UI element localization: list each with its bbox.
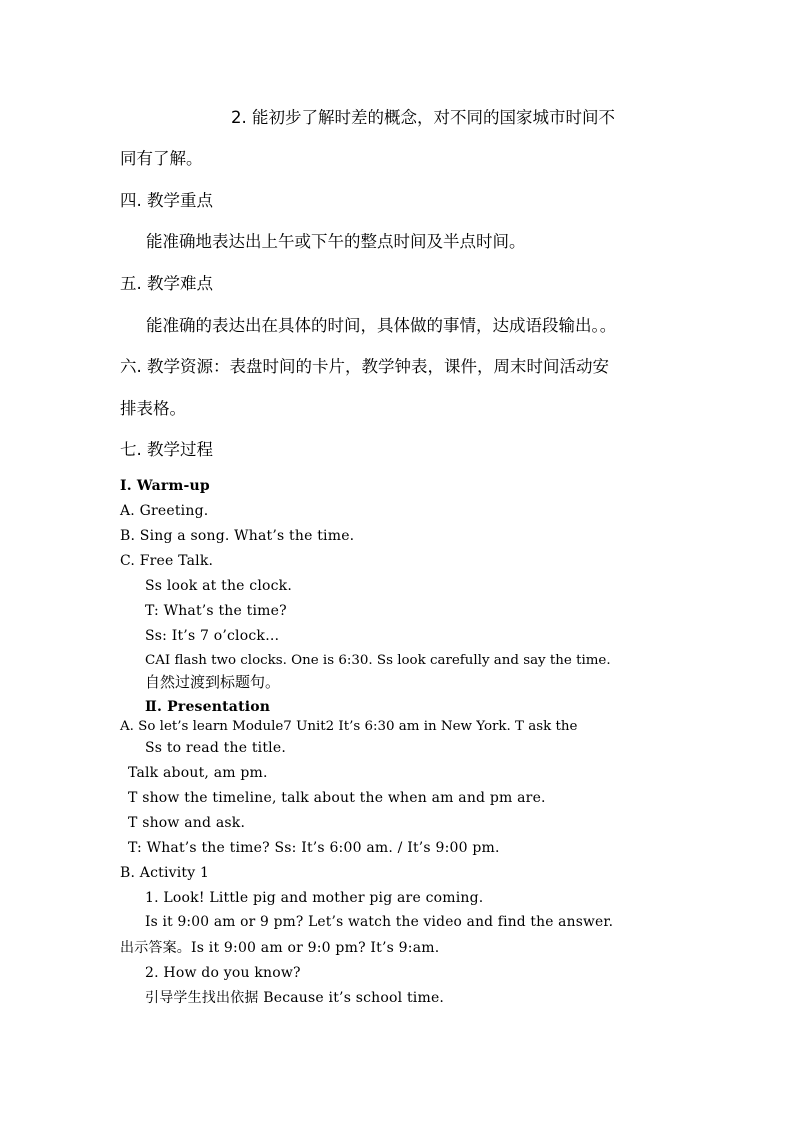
objective-2-line-1: 2. 能初步了解时差的概念，对不同的国家城市时间不 bbox=[231, 108, 615, 127]
step-1-item-c: C. Free Talk. bbox=[120, 553, 214, 569]
step-1-item-a: A. Greeting. bbox=[120, 503, 209, 519]
step-1-item-b: B. Sing a song. What’s the time. bbox=[120, 528, 355, 544]
step-1-c-line-5: 自然过渡到标题句。 bbox=[145, 673, 281, 691]
step-2-b-line-2: Is it 9:00 am or 9 pm? Let’s watch the video and find the answer. bbox=[145, 914, 614, 930]
step-2-title: Ⅱ. Presentation bbox=[145, 699, 271, 715]
section-5-body: 能准确的表达出在具体的时间，具体做的事情，达成语段输出。。 bbox=[146, 316, 617, 335]
step-2-b-line-1: 1. Look! Little pig and mother pig are coming. bbox=[145, 890, 484, 906]
section-4-body: 能准确地表达出上午或下午的整点时间及半点时间。 bbox=[146, 232, 526, 251]
step-2-b-line-4: 2. How do you know? bbox=[145, 965, 301, 981]
step-1-title: Ⅰ. Warm-up bbox=[120, 478, 210, 494]
section-5-title: 五. 教学难点 bbox=[120, 274, 213, 293]
section-4-title: 四. 教学重点 bbox=[120, 191, 213, 210]
objective-2-line-2: 同有了解。 bbox=[120, 149, 203, 168]
step-2-item-b: B. Activity 1 bbox=[120, 865, 210, 881]
step-2-b-line-5: 引导学生找出依据 Because it’s school time. bbox=[145, 990, 445, 1006]
step-2-a-sub-2: T show the timeline, talk about the when am and pm are. bbox=[128, 790, 546, 806]
step-2-a-sub-3: T show and ask. bbox=[128, 815, 246, 831]
step-1-c-line-3: Ss: It’s 7 o’clock… bbox=[145, 628, 280, 644]
section-7-title: 七. 教学过程 bbox=[120, 440, 213, 459]
step-2-a-sub-1: Talk about, am pm. bbox=[128, 765, 268, 781]
step-1-c-line-1: Ss look at the clock. bbox=[145, 578, 293, 594]
step-2-a-line-1: A. So let’s learn Module7 Unit2 It’s 6:30 am in New York. T ask the bbox=[120, 719, 578, 734]
step-2-a-sub-4: T: What’s the time? Ss: It’s 6:00 am. / It’s 9:00 pm. bbox=[128, 840, 500, 856]
section-6-line-1: 六. 教学资源：表盘时间的卡片，教学钟表，课件，周末时间活动安 bbox=[120, 357, 609, 376]
step-1-c-line-4: CAI flash two clocks. One is 6:30. Ss look carefully and say the time. bbox=[145, 653, 611, 668]
step-1-c-line-2: T: What’s the time? bbox=[145, 603, 287, 619]
step-2-a-line-2: Ss to read the title. bbox=[145, 740, 286, 756]
section-6-line-2: 排表格。 bbox=[120, 399, 186, 418]
step-2-b-line-3: 出示答案。Is it 9:00 am or 9:0 pm? It’s 9:am. bbox=[120, 940, 440, 956]
